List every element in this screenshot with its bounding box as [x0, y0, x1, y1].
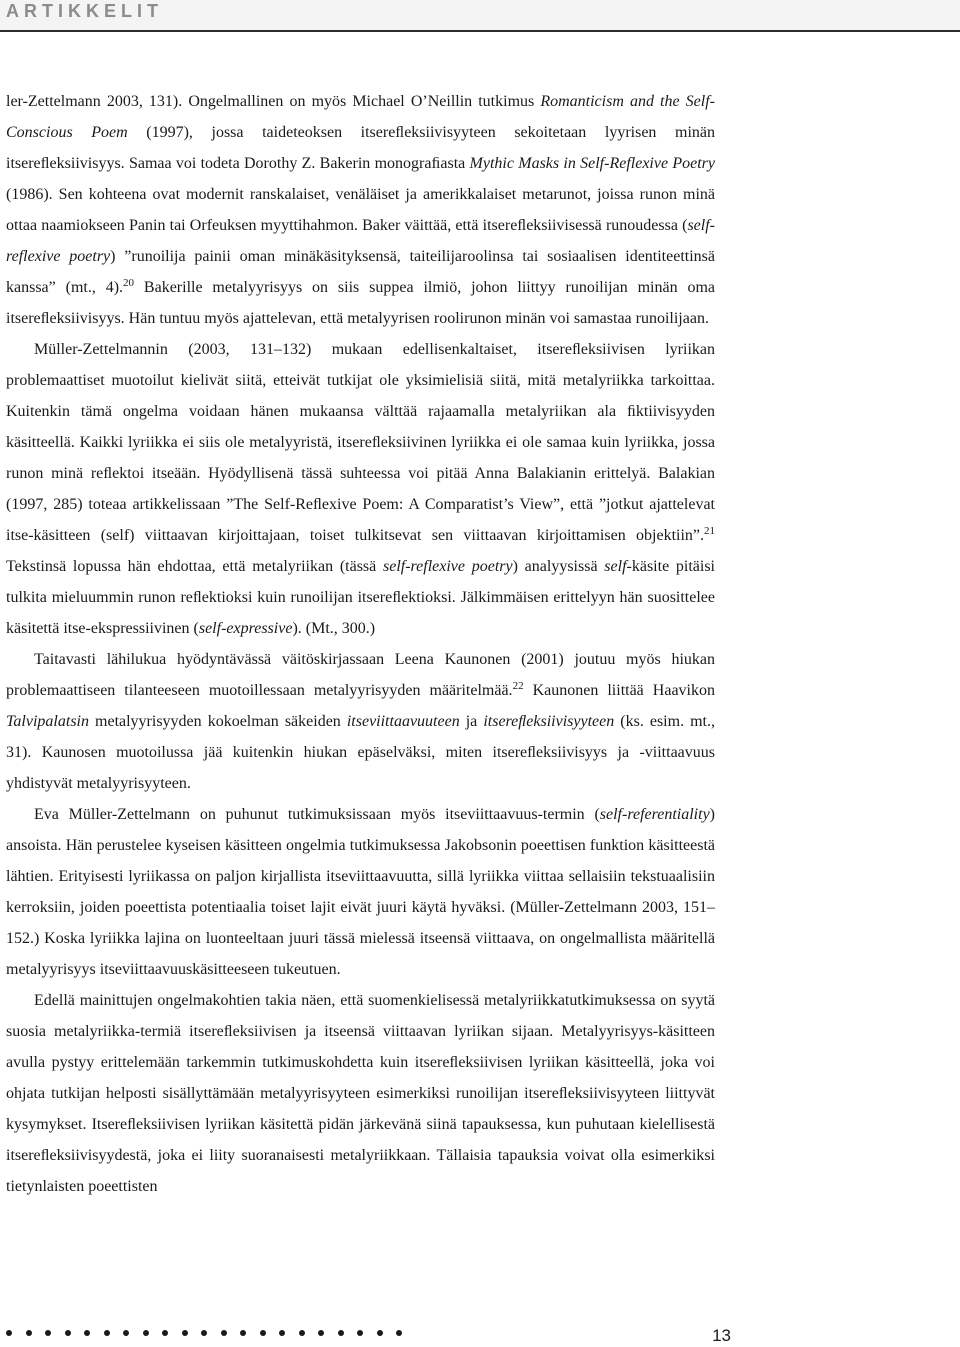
- text-segment: Edellä mainittujen ongelmakohtien takia näen, että suomenkielisessä metalyriikkatutkimuksessa on syytä suosia metalyriikka-termiä itsereﬂeksiivisen ja itseensä viittaavan lyriikan sijaan. Metalyyrisyys-käsitteen avulla pystyy erittelemään tarkemmin tutkimuskohdetta kuin itsereﬂeksiivisen lyriikan käsitteellä, joka voi ohjata tutkijan helposti sisällyttämään metalyyrisyyteen esimerkiksi runoilijan itsereﬂeksiivisyyteen liittyvät kysymykset. Itsereﬂeksiivisen lyriikan käsitettä pidän järkevänä siinä tapauksessa, kun puhutaan kielellisestä itsereﬂeksiivisyydestä, joka ei liity suoranaisesti metalyriikkaan. Tällaisia tapauksia voivat olla esimerkiksi tietynlaisten poeettisten: [6, 992, 715, 1195]
- footnote-reference: 21: [704, 525, 715, 537]
- text-segment: (1997), jossa taideteoksen itsereﬂeksiivisyyteen sekoitetaan lyyrisen minän itsereﬂeksiivisyys. Samaa voi todeta Dorothy Z. Bakerin monograﬁasta: [6, 124, 715, 172]
- footer-dot: [143, 1330, 149, 1336]
- italic-text: Romanticism and the Self-Conscious Poem: [6, 93, 715, 141]
- italic-text: Talvipalatsin: [6, 713, 89, 730]
- section-header: [0, 0, 960, 30]
- footnote-reference: 20: [123, 277, 135, 289]
- footer-dot: [260, 1330, 266, 1336]
- footer-dot: [357, 1330, 363, 1336]
- footer-dot: [221, 1330, 227, 1336]
- paragraph: [6, 86, 715, 334]
- italic-text: itseviittaavuuteen: [346, 713, 460, 730]
- paragraph: [6, 799, 715, 985]
- footer-dot: [26, 1330, 32, 1336]
- text-segment: (ks. esim. mt., 31). Kaunosen muotoilussa jää kuitenkin hiukan epäselväksi, miten itsereﬂeksiivisyys ja -viittaavuus yhdistyvät metalyyrisyyteen.: [6, 713, 716, 792]
- text-segment: metalyyrisyyden kokoelman säkeiden: [88, 713, 347, 730]
- page-number: 13: [712, 1326, 731, 1345]
- footer-dot: [65, 1330, 71, 1336]
- footer-dot: [299, 1330, 305, 1336]
- footer-dot: [377, 1330, 383, 1336]
- text-segment: ) ”runoilija painii oman minäkäsityksensä, taiteilijaroolinsa tai sosiaalisen identiteettinsä kanssa” (mt., 4).: [6, 248, 715, 296]
- text-segment: (1986). Sen kohteena ovat modernit ranskalaiset, venäläiset ja amerikkalaiset metarunot, joissa runon minä ottaa naamiokseen Panin tai Orfeuksen myyttihahmon. Baker väittää, että itsereﬂeksiivisessä runoudessa (: [6, 186, 715, 234]
- footer-dot: [45, 1330, 51, 1336]
- footer-dot: [123, 1330, 129, 1336]
- footer-dot: [240, 1330, 246, 1336]
- text-segment: ). (Mt., 300.): [292, 620, 376, 637]
- paragraph: [6, 985, 715, 1202]
- italic-text: itsereﬂeksiivisyyteen: [483, 713, 615, 730]
- text-segment: Tekstinsä lopussa hän ehdottaa, että metalyriikan (tässä: [6, 558, 383, 575]
- footnote-reference: 22: [512, 680, 524, 692]
- italic-text: self-reflexive poetry: [6, 217, 715, 265]
- footer-dot: [162, 1330, 168, 1336]
- footer-dot: [6, 1330, 12, 1336]
- paragraph: [6, 334, 715, 644]
- footer-dot-rule: [6, 1330, 402, 1336]
- section-title: ARTIKKELIT: [6, 1, 163, 21]
- footer-dot: [182, 1330, 188, 1336]
- text-segment: ) ansoista. Hän perustelee kyseisen käsitteen ongelmia tutkimuksessa Jakobsonin poeettisen funktion käsitteestä lähtien. Erityisesti lyriikassa on paljon kirjallista itseviittaavuutta, sillä lyriikka viittaa sellaisiin tekstuaalisiin kerroksiin, joiden poeettista potentiaalia toiset lajit eivät juuri käytä hyväksi. (Müller-Zettelmann 2003, 151–152.) Koska lyriikka lajina on luonteeltaan juuri tässä mielessä itseensä viittaava, on ongelmallista määritellä metalyyrisyys itseviittaavuuskäsitteeseen tukeutuen.: [6, 806, 715, 978]
- footer-dot: [84, 1330, 90, 1336]
- footer-dot: [104, 1330, 110, 1336]
- text-segment: Taitavasti lähilukua hyödyntävässä väitöskirjassaan Leena Kaunonen (2001) joutuu myös hiukan problemaattiseen tilanteeseen muotoillessaan metalyyrisyyden määritelmää.: [6, 651, 715, 699]
- text-segment: -käsite pitäisi tulkita mieluummin runon reﬂektioksi kuin runoilijan itsereﬂektioksi. Jälkimmäisen erittelyyn hän suosittelee käsitettä itse-ekspressiivinen (: [6, 558, 716, 637]
- footer-dot: [201, 1330, 207, 1336]
- italic-text: self: [604, 558, 627, 575]
- text-segment: ) analyysissä: [512, 558, 605, 575]
- article-body: [6, 86, 715, 1202]
- text-segment: Kaunonen liittää Haavikon: [523, 682, 715, 699]
- text-segment: Müller-Zettelmannin (2003, 131–132) mukaan edellisenkaltaiset, itsereﬂeksiivisen lyriikan problemaattiset muotoilut kielivät siitä, etteivät tutkijat ole yksimielisiä siitä, mitä metalyriikka tarkoittaa. Kuitenkin tämä ongelma voidaan hänen mukaansa välttää rajaamalla metalyriikan ala ﬁktiivisyyden käsitteellä. Kaikki lyriikka ei siis ole metalyyristä, itsereﬂeksiivinen lyriikka ei ole samaa kuin lyriikka, jossa runon minä reﬂektoi itseään. Hyödyllisenä tässä suhteessa voi pitää Anna Balakianin erittelyä. Balakian (1997, 285) toteaa artikkelissaan ”The Self-Reﬂexive Poem: A Comparatist’s View”, että ”jotkut ajattelevat itse-käsitteen (self) viittaavan kirjoittajaan, toiset tulkitsevat sen viittaavan kirjoittamisen objektiin”.: [6, 341, 715, 544]
- footer-dot: [338, 1330, 344, 1336]
- text-segment: Bakerille metalyyrisyys on siis suppea ilmiö, johon liittyy runoilijan minän oma itsereﬂeksiivisyys. Hän tuntuu myös ajattelevan, että metalyyrisen roolirunon minän voi samastaa runoilijaan.: [6, 279, 715, 327]
- footer-dot: [396, 1330, 402, 1336]
- italic-text: self-reflexive poetry: [382, 558, 513, 575]
- footer-dot: [279, 1330, 285, 1336]
- footer-dot: [318, 1330, 324, 1336]
- text-segment: ja: [459, 713, 484, 730]
- text-segment: Eva Müller-Zettelmann on puhunut tutkimuksissaan myös itseviittaavuus-termin (: [34, 806, 600, 823]
- text-segment: ler-Zettelmann 2003, 131). Ongelmallinen on myös Michael O’Neillin tutkimus: [6, 93, 541, 110]
- italic-text: self-expressive: [198, 620, 293, 637]
- paragraph: [6, 644, 715, 799]
- italic-text: self-referentiality: [599, 806, 710, 823]
- header-rule: [0, 30, 960, 32]
- italic-text: Mythic Masks in Self-Reflexive Poetry: [469, 155, 716, 172]
